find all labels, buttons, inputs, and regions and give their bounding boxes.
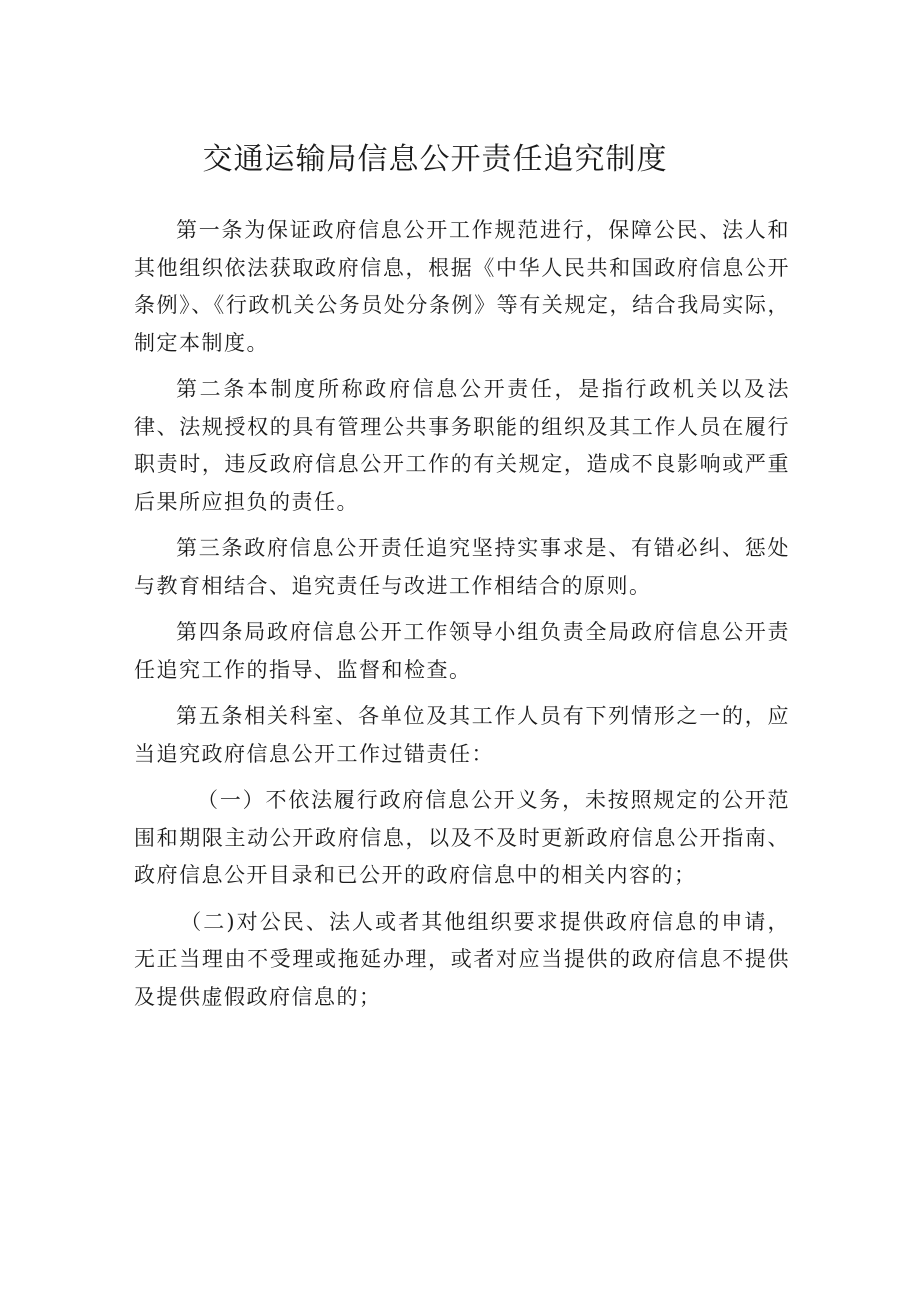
paragraph-article-3: 第三条政府信息公开责任追究坚持实事求是、有错必纠、惩处与教育相结合、追究责任与改进工作相结合的原则。 <box>134 536 790 598</box>
paragraph-item-2: （二)对公民、法人或者其他组织要求提供政府信息的申请，无正当理由不受理或拖延办理，或者对应当提供的政府信息不提供及提供虚假政府信息的； <box>134 909 790 1009</box>
paragraph-article-5: 第五条相关科室、各单位及其工作人员有下列情形之一的，应当追究政府信息公开工作过错责任： <box>134 704 790 766</box>
paragraph-article-2: 第二条本制度所称政府信息公开责任，是指行政机关以及法律、法规授权的具有管理公共事务职能的组织及其工作人员在履行职责时，违反政府信息公开工作的有关规定，造成不良影响或严重后果所应担负的责任。 <box>134 377 790 514</box>
paragraph-item-1: （一）不依法履行政府信息公开义务，未按照规定的公开范围和期限主动公开政府信息，以及不及时更新政府信息公开指南、政府信息公开目录和已公开的政府信息中的相关内容的； <box>134 788 790 887</box>
document-title: 交通运输局信息公开责任追究制度 <box>202 142 668 177</box>
paragraph-article-4: 第四条局政府信息公开工作领导小组负责全局政府信息公开责任追究工作的指导、监督和检查。 <box>134 620 790 682</box>
paragraph-article-1: 第一条为保证政府信息公开工作规范进行，保障公民、法人和其他组织依法获取政府信息，根据《中华人民共和国政府信息公开条例》、《行政机关公务员处分条例》等有关规定，结合我局实际，制定本制度。 <box>134 218 790 355</box>
document-body <box>134 212 790 1025</box>
